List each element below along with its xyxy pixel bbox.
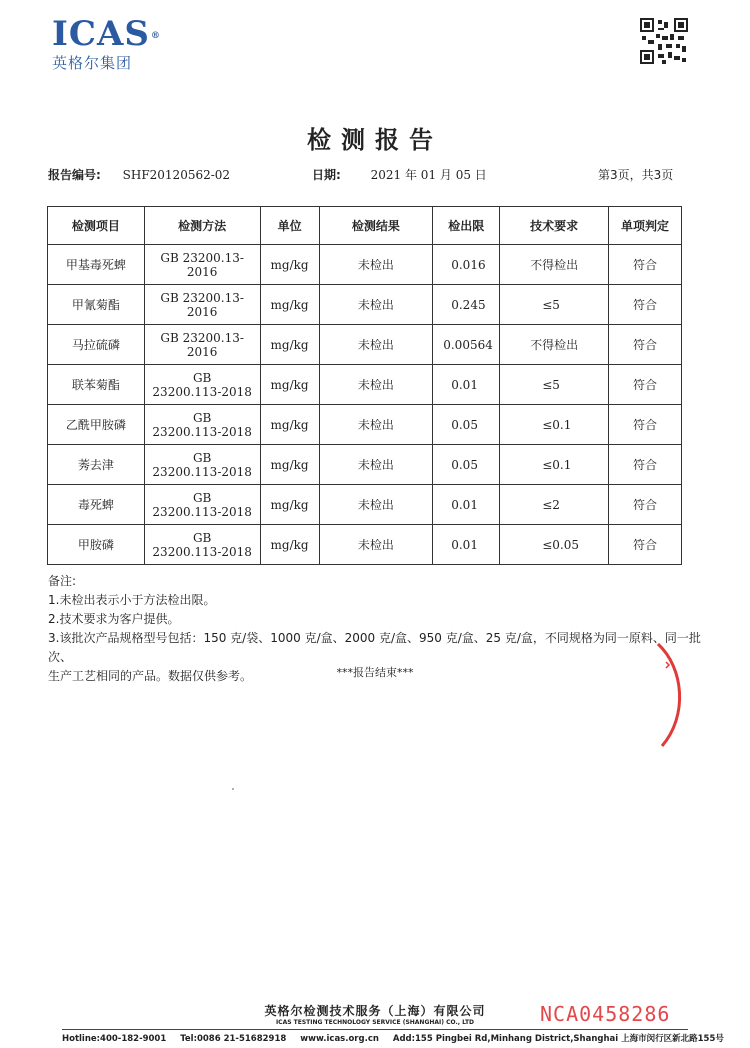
cell-method: GB 23200.13-2016 <box>144 325 260 365</box>
company-logo <box>52 16 162 73</box>
qr-code-icon <box>640 18 688 64</box>
report-number <box>48 166 230 183</box>
note-line: 3.该批次产品规格型号包括：150 克/袋、1000 克/盒、2000 克/盒、950 克/盒、25 克/盒，不同规格为同一原料、同一批次、 <box>48 631 701 664</box>
cell-method: GB 23200.13-2016 <box>144 245 260 285</box>
cell-result: 未检出 <box>319 285 433 325</box>
cell-result: 未检出 <box>319 445 433 485</box>
cell-result: 未检出 <box>319 325 433 365</box>
note-line: 生产工艺相同的产品。数据仅供参考。 <box>48 669 253 683</box>
note-line: 2.技术要求为客户提供。 <box>48 612 180 626</box>
cell-item: 甲胺磷 <box>48 525 145 565</box>
cell-lod: 0.01 <box>433 485 500 525</box>
serial-number: NCA0458286 <box>540 1002 671 1026</box>
report-date-label: 日期: <box>312 168 341 182</box>
cell-result: 未检出 <box>319 365 433 405</box>
cell-item: 甲氰菊酯 <box>48 285 145 325</box>
table-row <box>48 525 682 565</box>
footer-hotline: Hotline:400-182-9001 <box>62 1034 167 1044</box>
header-requirement: 技术要求 <box>500 207 609 245</box>
footer-website: www.icas.org.cn <box>300 1034 379 1044</box>
cell-item: 毒死蜱 <box>48 485 145 525</box>
cell-requirement: ≤0.1 <box>500 445 609 485</box>
cell-method: GB 23200.113-2018 <box>144 405 260 445</box>
table-row <box>48 245 682 285</box>
logo-chinese-name: 英格尔集团 <box>52 54 133 72</box>
footer-divider <box>62 1029 688 1030</box>
cell-method: GB 23200.113-2018 <box>144 485 260 525</box>
header-method: 检测方法 <box>144 207 260 245</box>
cell-method: GB 23200.113-2018 <box>144 525 260 565</box>
cell-result: 未检出 <box>319 405 433 445</box>
cell-method: GB 23200.13-2016 <box>144 285 260 325</box>
stamp-arc-icon <box>640 640 690 750</box>
header-item: 检测项目 <box>48 207 145 245</box>
cell-item: 莠去津 <box>48 445 145 485</box>
cell-lod: 0.01 <box>433 365 500 405</box>
report-number-value: SHF20120562-02 <box>122 168 231 182</box>
report-date <box>312 166 487 183</box>
footer-tel: Tel:0086 21-51682918 <box>180 1034 287 1044</box>
cell-method: GB 23200.113-2018 <box>144 365 260 405</box>
cell-requirement: 不得检出 <box>500 245 609 285</box>
cell-lod: 0.05 <box>433 405 500 445</box>
cell-verdict: 符合 <box>609 525 682 565</box>
table-row <box>48 325 682 365</box>
cell-verdict: 符合 <box>609 485 682 525</box>
table-row <box>48 285 682 325</box>
cell-unit: mg/kg <box>260 325 319 365</box>
scan-speck <box>232 788 234 790</box>
cell-unit: mg/kg <box>260 445 319 485</box>
cell-unit: mg/kg <box>260 365 319 405</box>
notes-label: 备注: <box>48 574 77 588</box>
cell-result: 未检出 <box>319 245 433 285</box>
cell-verdict: 符合 <box>609 365 682 405</box>
cell-verdict: 符合 <box>609 325 682 365</box>
logo-registered-mark: ® <box>150 31 161 41</box>
cell-requirement: ≤5 <box>500 365 609 405</box>
cell-method: GB 23200.113-2018 <box>144 445 260 485</box>
table-row <box>48 405 682 445</box>
cell-requirement: ≤0.1 <box>500 405 609 445</box>
report-number-label: 报告编号: <box>48 168 101 182</box>
cell-unit: mg/kg <box>260 285 319 325</box>
table-row <box>48 485 682 525</box>
cell-item: 马拉硫磷 <box>48 325 145 365</box>
cell-item: 联苯菊酯 <box>48 365 145 405</box>
cell-lod: 0.05 <box>433 445 500 485</box>
cell-lod: 0.245 <box>433 285 500 325</box>
footer-address: Add:155 Pingbei Rd,Minhang District,Shanghai 上海市闵行区新北路155号 <box>392 1034 724 1044</box>
footer-company-name: 英格尔检测技术服务（上海）有限公司 <box>264 1004 486 1018</box>
cell-unit: mg/kg <box>260 485 319 525</box>
header-lod: 检出限 <box>433 207 500 245</box>
table-header-row <box>48 207 682 245</box>
cell-item: 甲基毒死蜱 <box>48 245 145 285</box>
results-table <box>47 206 682 565</box>
cell-requirement: ≤0.05 <box>500 525 609 565</box>
cell-result: 未检出 <box>319 485 433 525</box>
cell-lod: 0.016 <box>433 245 500 285</box>
cell-requirement: ≤2 <box>500 485 609 525</box>
cell-verdict: 符合 <box>609 405 682 445</box>
cell-item: 乙酰甲胺磷 <box>48 405 145 445</box>
cell-unit: mg/kg <box>260 525 319 565</box>
cell-result: 未检出 <box>319 525 433 565</box>
page-indicator: 第3页，共3页 <box>598 168 674 182</box>
cell-verdict: 符合 <box>609 285 682 325</box>
cell-requirement: ≤5 <box>500 285 609 325</box>
cell-verdict: 符合 <box>609 245 682 285</box>
footer-company-name-en: ICAS TESTING TECHNOLOGY SERVICE (SHANGHAI) CO., LTD <box>275 1019 475 1026</box>
report-date-value: 2021 年 01 月 05 日 <box>370 168 487 182</box>
cell-unit: mg/kg <box>260 245 319 285</box>
report-end-marker: ***报告结束*** <box>336 666 414 679</box>
cell-unit: mg/kg <box>260 405 319 445</box>
table-row <box>48 445 682 485</box>
note-line: 1.未检出表示小于方法检出限。 <box>48 593 216 607</box>
header-result: 检测结果 <box>319 207 433 245</box>
cell-verdict: 符合 <box>609 445 682 485</box>
cell-requirement: 不得检出 <box>500 325 609 365</box>
report-title: 检测报告 <box>307 126 443 154</box>
cell-lod: 0.01 <box>433 525 500 565</box>
logo-text: ICAS <box>52 14 150 54</box>
table-row <box>48 365 682 405</box>
header-verdict: 单项判定 <box>609 207 682 245</box>
cell-lod: 0.00564 <box>433 325 500 365</box>
header-unit: 单位 <box>260 207 319 245</box>
footer-contact <box>62 1032 724 1044</box>
